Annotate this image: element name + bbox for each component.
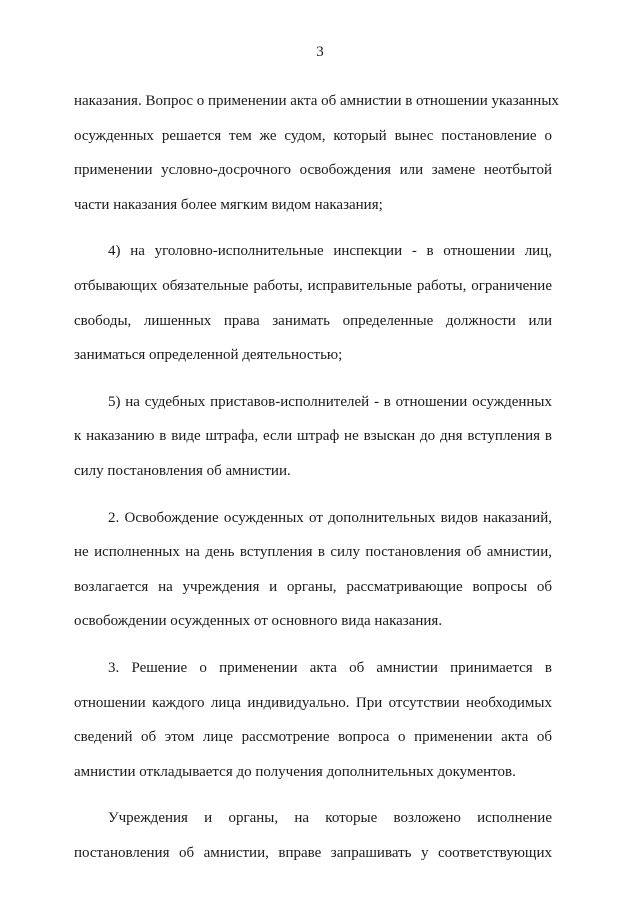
text-line: 4) на уголовно-исполнительные инспекции - в отношении лиц,	[108, 243, 552, 260]
text-line: амнистии откладывается до получения дополнительных документов.	[74, 763, 516, 780]
text-line: 5) на судебных приставов-исполнителей - в отношении осужденных	[108, 393, 552, 410]
document-body	[74, 84, 559, 882]
paragraph-section-2	[74, 501, 552, 639]
text-line: осужденных решается тем же судом, который вынес постановление о	[74, 127, 552, 144]
text-line: Учреждения и органы, на которые возложено исполнение	[108, 810, 552, 827]
text-line: отношении каждого лица индивидуально. При отсутствии необходимых	[74, 694, 552, 711]
text-line: заниматься определенной деятельностью;	[74, 347, 343, 364]
paragraph-continuation	[74, 84, 559, 222]
paragraph-item-5	[74, 385, 552, 489]
text-line: освобождении осужденных от основного вида наказания.	[74, 613, 443, 630]
text-line: свободы, лишенных права занимать определенные должности или	[74, 312, 552, 329]
text-line: постановления об амнистии, вправе запрашивать у соответствующих	[74, 844, 552, 861]
text-line: отбывающих обязательные работы, исправительные работы, ограничение	[74, 277, 552, 294]
text-line: 2. Освобождение осужденных от дополнительных видов наказаний,	[108, 509, 552, 526]
text-line: к наказанию в виде штрафа, если штраф не взыскан до дня вступления в	[74, 428, 552, 445]
paragraph-item-4	[74, 234, 552, 372]
paragraph-institutions	[74, 801, 552, 870]
text-line: силу постановления об амнистии.	[74, 462, 291, 479]
text-line: не исполненных на день вступления в силу постановления об амнистии,	[74, 544, 552, 561]
paragraph-section-3	[74, 651, 552, 789]
text-line: 3. Решение о применении акта об амнистии принимается в	[108, 659, 552, 676]
text-line: части наказания более мягким видом наказания;	[74, 196, 383, 213]
text-line: применении условно-досрочного освобождения или замене неотбытой	[74, 162, 552, 179]
text-line: возлагается на учреждения и органы, рассматривающие вопросы об	[74, 578, 552, 595]
text-line: сведений об этом лице рассмотрение вопроса о применении акта об	[74, 729, 552, 746]
page-number: 3	[316, 44, 324, 60]
text-line: наказания. Вопрос о применении акта об амнистии в отношении указанных	[74, 93, 559, 109]
